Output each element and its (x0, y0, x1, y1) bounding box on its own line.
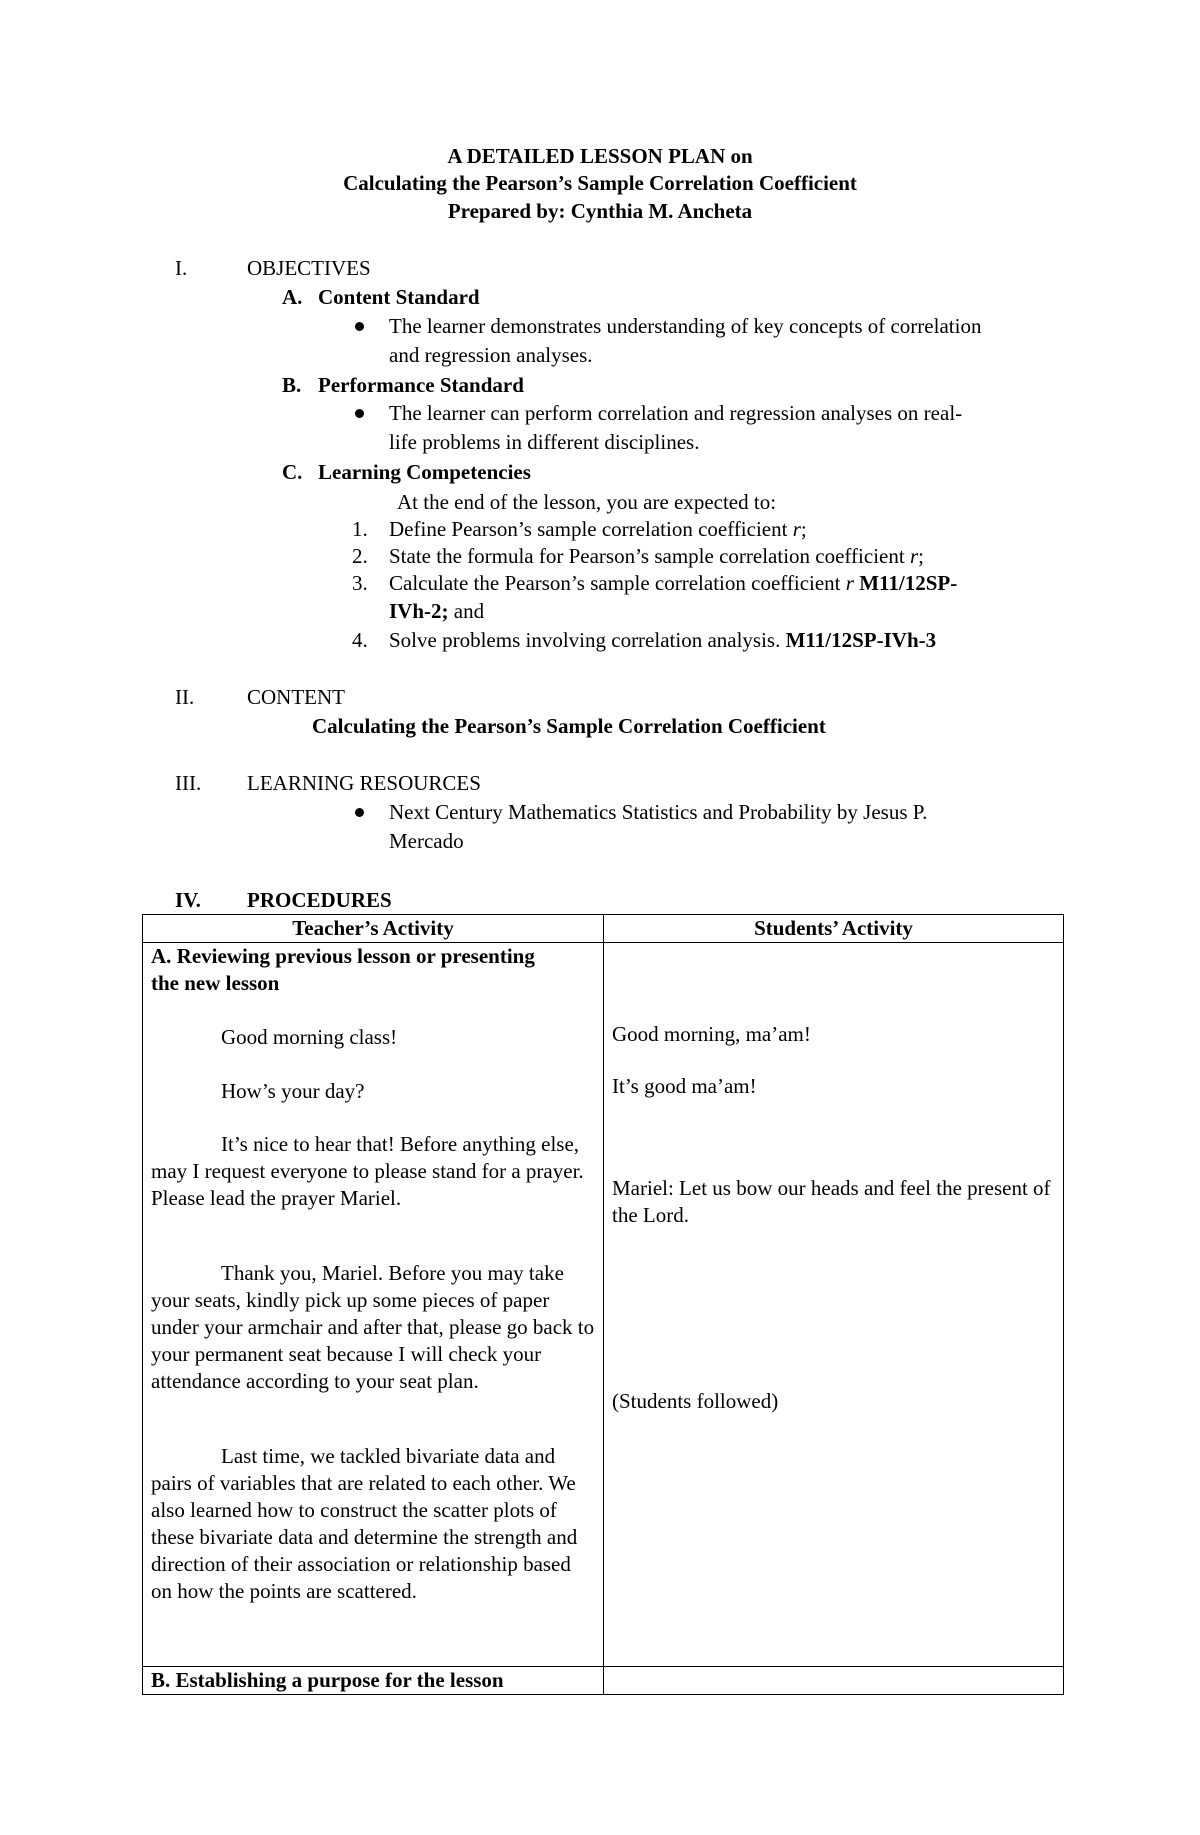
teacher-prayer-request: It’s nice to hear that! Before anything else, may I request everyone to please stand for a prayer. Please lead the prayer Mariel. (151, 1132, 584, 1210)
student-followed: (Students followed) (612, 1389, 779, 1413)
teacher-activity-cell (143, 943, 604, 1667)
section-heading-objectives: OBJECTIVES (247, 256, 371, 280)
student-greeting: Good morning, ma’am! (612, 1022, 811, 1046)
section-heading-content: CONTENT (247, 685, 345, 709)
phase-a-title-line-1: A. Reviewing previous lesson or presenting (151, 944, 535, 968)
students-activity-header: Students’ Activity (604, 915, 1064, 943)
teacher-attendance-instruction: Thank you, Mariel. Before you may take your seats, kindly pick up some pieces of paper under your armchair and after that, please go back to your permanent seat because I will check your attendance according to your seat plan. (151, 1261, 595, 1393)
procedures-table (142, 914, 1064, 1695)
competency-item-2: State the formula for Pearson’s sample correlation coefficient r; (389, 544, 924, 568)
performance-standard-line-2: life problems in different disciplines. (389, 430, 700, 454)
doc-author: Prepared by: Cynthia M. Ancheta (447, 199, 753, 223)
students-activity-cell (604, 943, 1064, 1667)
table-header-row (143, 915, 1064, 943)
performance-standard-line-1: The learner can perform correlation and regression analyses on real- (389, 401, 963, 425)
bullet-icon (355, 322, 364, 331)
resource-line-1: Next Century Mathematics Statistics and Probability by Jesus P. (389, 800, 928, 824)
section-numeral-4: IV. (175, 888, 201, 912)
table-row (143, 943, 1064, 1667)
competency-number-4: 4. (352, 628, 368, 652)
subsection-content-standard: Content Standard (318, 285, 480, 309)
competency-item-3-cont: IVh-2; and (389, 599, 485, 623)
bullet-icon (355, 808, 364, 817)
phase-b-title: B. Establishing a purpose for the lesson (143, 1667, 604, 1695)
teacher-review-recap: Last time, we tackled bivariate data and pairs of variables that are related to each other. We also learned how to construct the scatter plots of these bivariate data and determine the strength and direction of their association or relationship based on how the points are scattered. (151, 1444, 578, 1603)
subsection-label-a: A. (282, 285, 303, 309)
section-numeral-1: I. (175, 256, 188, 280)
doc-subtitle: Calculating the Pearson’s Sample Correlation Coefficient (343, 171, 857, 195)
competency-number-2: 2. (352, 544, 368, 568)
content-topic: Calculating the Pearson’s Sample Correlation Coefficient (312, 714, 826, 738)
teacher-question: How’s your day? (221, 1079, 365, 1103)
competency-item-1: Define Pearson’s sample correlation coefficient r; (389, 517, 807, 541)
content-standard-line-1: The learner demonstrates understanding of key concepts of correlation (389, 314, 982, 338)
subsection-performance-standard: Performance Standard (318, 373, 524, 397)
competency-item-4: Solve problems involving correlation analysis. M11/12SP-IVh-3 (389, 628, 937, 652)
section-heading-procedures: PROCEDURES (247, 888, 392, 912)
phase-b-students-cell (604, 1667, 1064, 1695)
competency-item-3: Calculate the Pearson’s sample correlation coefficient r M11/12SP- (389, 571, 958, 595)
subsection-learning-competencies: Learning Competencies (318, 460, 531, 484)
teacher-greeting: Good morning class! (221, 1025, 398, 1049)
student-prayer: Mariel: Let us bow our heads and feel the present of the Lord. (612, 1176, 1051, 1227)
competencies-intro: At the end of the lesson, you are expected to: (397, 490, 777, 514)
subsection-label-b: B. (282, 373, 302, 397)
section-heading-learning-resources: LEARNING RESOURCES (247, 771, 481, 795)
competency-number-1: 1. (352, 517, 368, 541)
section-numeral-3: III. (175, 771, 202, 795)
phase-a-title-line-2: the new lesson (151, 971, 280, 995)
teacher-activity-header: Teacher’s Activity (143, 915, 604, 943)
table-row (143, 1667, 1064, 1695)
bullet-icon (355, 409, 364, 418)
section-numeral-2: II. (175, 685, 195, 709)
competency-number-3: 3. (352, 571, 368, 595)
student-reply: It’s good ma’am! (612, 1074, 757, 1098)
subsection-label-c: C. (282, 460, 303, 484)
resource-line-2: Mercado (389, 829, 464, 853)
content-standard-line-2: and regression analyses. (389, 343, 593, 367)
doc-title: A DETAILED LESSON PLAN on (447, 144, 753, 168)
